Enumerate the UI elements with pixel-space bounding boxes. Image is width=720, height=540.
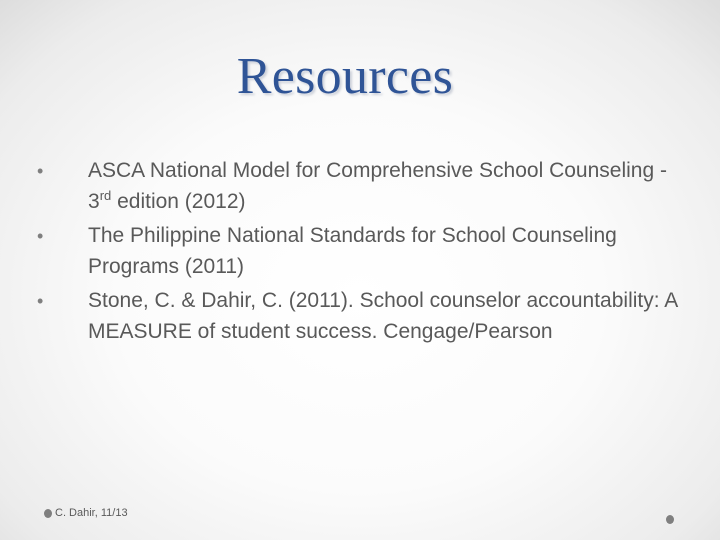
resource-text-end: edition (2012)	[111, 189, 246, 213]
footer-text: C. Dahir, 11/13	[55, 507, 128, 519]
footer-credit	[44, 507, 128, 519]
resource-item-asca	[0, 156, 680, 217]
footer-right	[666, 511, 677, 529]
bullet-icon: •	[37, 226, 44, 246]
resource-text: ASCA National Model for Comprehensive School Counseling - 3	[88, 159, 667, 213]
slide-title: Resources	[236, 48, 454, 105]
footer-dot-icon	[44, 509, 52, 518]
bullet-icon: •	[37, 161, 44, 181]
resource-item-stone-dahir	[0, 286, 680, 347]
resource-text: Stone, C. & Dahir, C. (2011). School counselor accountability: A MEASURE of student success. Cengage/Pearson	[88, 289, 678, 343]
footer-dot-icon	[666, 515, 674, 524]
bullet-icon: •	[37, 291, 44, 311]
resource-text: The Philippine National Standards for School Counseling Programs (2011)	[88, 224, 617, 278]
resource-item-philippine-standards	[0, 221, 680, 282]
resource-list	[0, 156, 680, 351]
ordinal-suffix: rd	[99, 187, 112, 203]
